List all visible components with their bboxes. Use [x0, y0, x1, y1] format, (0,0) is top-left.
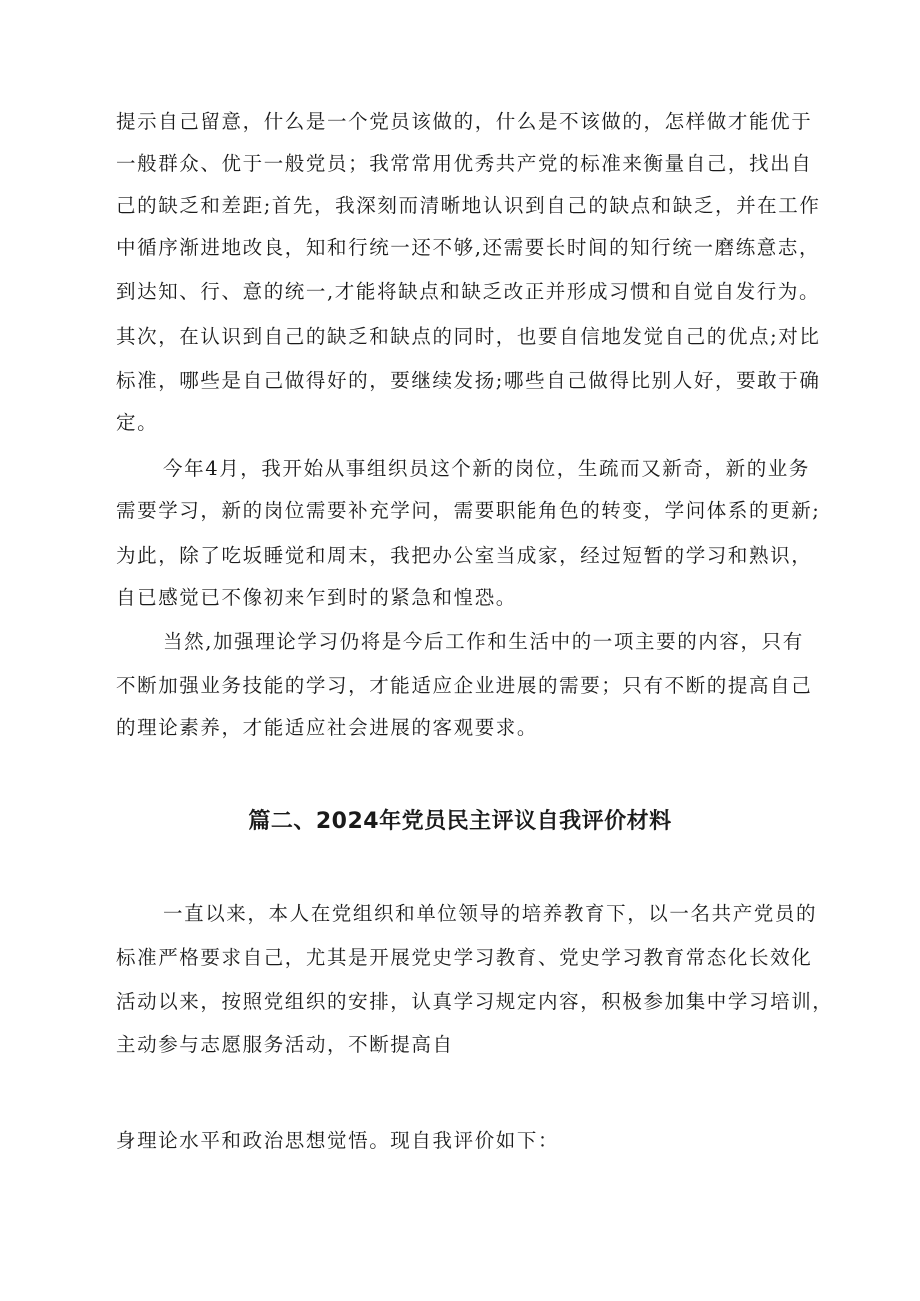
- paragraph-line: 自已感觉已不像初来乍到时的紧急和惶恐。: [116, 586, 517, 609]
- paragraph-line: 标准严格要求自己，尤其是开展党史学习教育、党史学习教育常态化长效化: [116, 946, 813, 969]
- paragraph-line: 提示自己留意，什么是一个党员该做的，什么是不该做的，怎样做才能优于: [116, 110, 813, 133]
- paragraph-line: 到达知、行、意的统一,才能将缺点和缺乏改正并形成习惯和自觉自发行为。: [116, 280, 821, 303]
- paragraph-line: 不断加强业务技能的学习，才能适应企业进展的需要；只有不断的提高自己: [116, 674, 813, 697]
- paragraph-line: 活动以来，按照党组织的安排，认真学习规定内容，积极参加集中学习培训，: [116, 990, 834, 1013]
- paragraph-line: 其次，在认识到自己的缺乏和缺点的同时，也要自信地发觉自己的优点;对比: [116, 325, 821, 348]
- paragraph-line: 主动参与志愿服务活动，不断提高自: [116, 1033, 454, 1056]
- paragraph-line: 需要学习，新的岗位需要补充学问，需要职能角色的转变，学问体系的更新;: [116, 499, 821, 522]
- paragraph-line: 身理论水平和政治思想觉悟。现自我评价如下：: [116, 1129, 560, 1152]
- section-heading: 篇二、2024年党员民主评议自我评价材料: [248, 809, 672, 834]
- paragraph-line: 标准，哪些是自己做得好的，要继续发扬;哪些自己做得比别人好，要敢于确: [116, 369, 821, 392]
- paragraph-line: 今年4月，我开始从事组织员这个新的岗位，生疏而又新奇，新的业务: [163, 457, 811, 480]
- paragraph-line: 己的缺乏和差距;首先，我深刻而清晰地认识到自己的缺点和缺乏，并在工作: [116, 194, 821, 217]
- paragraph-line: 定。: [116, 411, 159, 434]
- paragraph-line: 一般群众、优于一般党员；我常常用优秀共产党的标准来衡量自己，找出自: [116, 152, 813, 175]
- paragraph-line: 的理论素养，才能适应社会进展的客观要求。: [116, 716, 539, 739]
- paragraph-line: 当然,加强理论学习仍将是今后工作和生活中的一项主要的内容，只有: [163, 630, 804, 653]
- paragraph-line: 为此，除了吃坂睡觉和周末，我把办公室当成家，经过短暂的学习和熟识，: [116, 544, 813, 567]
- paragraph-line: 一直以来，本人在党组织和单位领导的培养教育下，以一名共产党员的: [163, 902, 818, 925]
- paragraph-line: 中循序渐进地改良，知和行统一还不够,还需要长时间的知行统一磨练意志，: [116, 236, 821, 259]
